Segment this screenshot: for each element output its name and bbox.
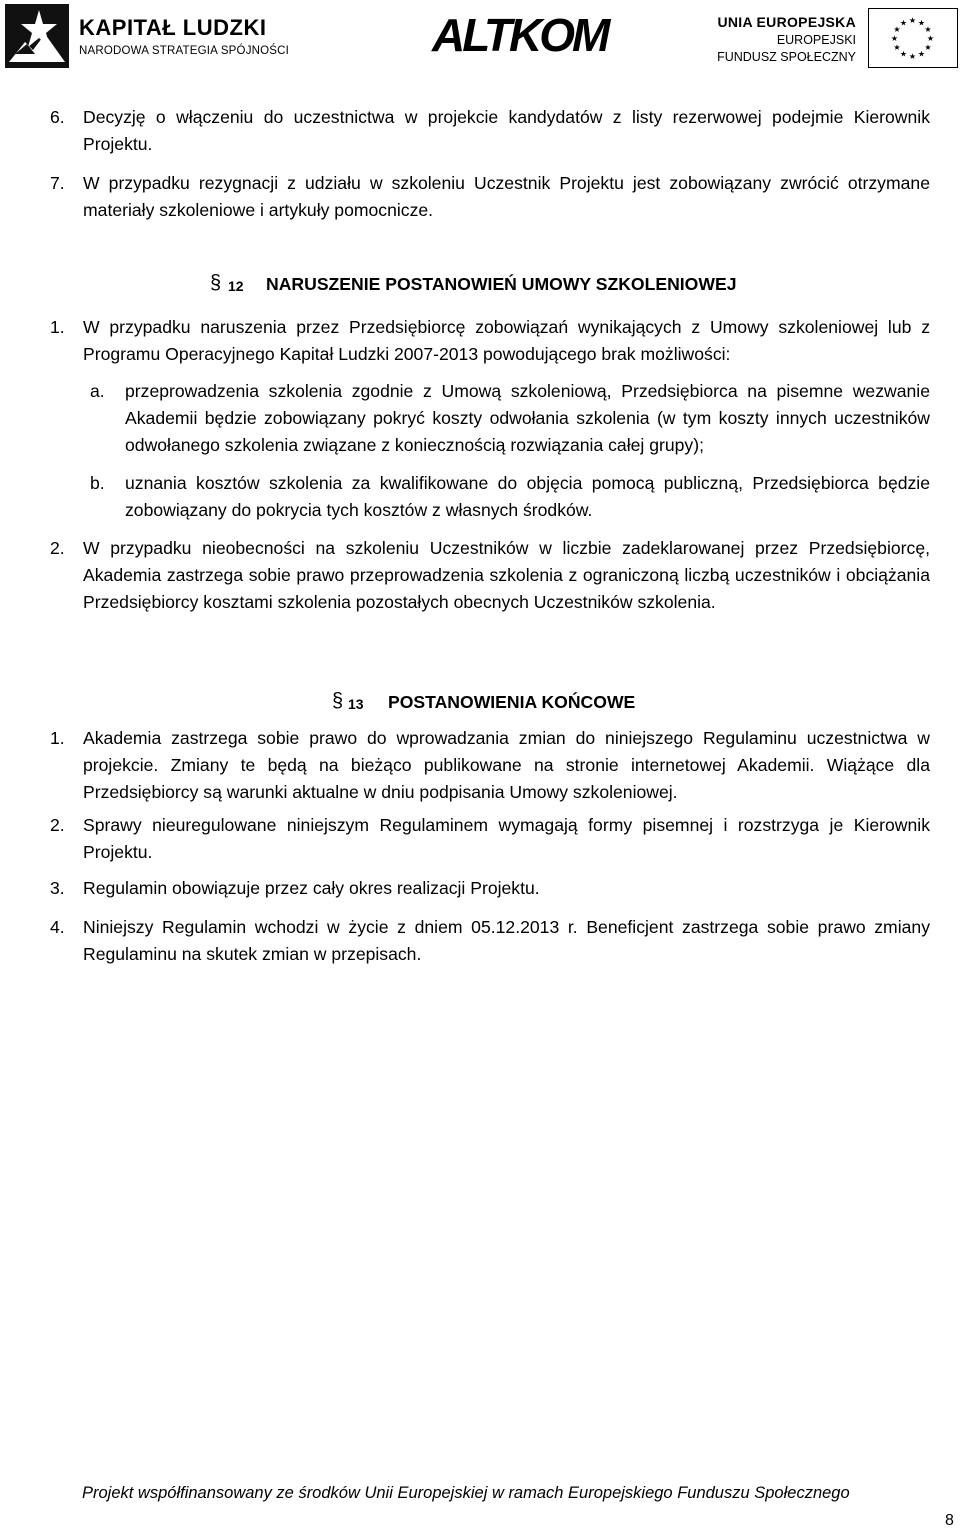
sub-list-item (90, 470, 930, 524)
section-title: NARUSZENIE POSTANOWIEŃ UMOWY SZKOLENIOWEJ (266, 274, 737, 294)
svg-text:★: ★ (924, 25, 932, 34)
item-number: 3. (50, 878, 65, 898)
list-item (50, 170, 930, 224)
ue-line-3: FUNDUSZ SPOŁECZNY (717, 50, 856, 64)
item-number: 1. (50, 728, 65, 748)
item-text: Niniejszy Regulamin wchodzi w życie z dniem 05.12.2013 r. Beneficjent zastrzega sobie prawo zmiany Regulaminu na skutek zmian w przepisach. (83, 917, 930, 964)
item-text: Sprawy nieuregulowane niniejszym Regulaminem wymagają formy pisemnej i rozstrzyga je Kierownik Projektu. (83, 815, 930, 862)
svg-text:★: ★ (926, 34, 935, 43)
item-number: 1. (50, 317, 65, 337)
logo-kapital-ludzki (5, 4, 290, 68)
svg-text:★: ★ (899, 49, 908, 59)
item-number: 2. (50, 815, 65, 835)
item-text: W przypadku naruszenia przez Przedsiębiorcę zobowiązań wynikających z Umowy szkoleniowej lub z Programu Operacyjnego Kapitał Ludzki 2007-2013 powodującego brak możliwości: (83, 317, 930, 364)
item-letter: b. (90, 473, 105, 493)
paragraph-sign: § (332, 690, 344, 712)
item-text: przeprowadzenia szkolenia zgodnie z Umową szkoleniową, Przedsiębiorca na pisemne wezwanie Akademii będzie zobowiązany pokryć koszty odwołania szkolenia (w tym koszty innych uczestników odwołanego szkolenia związane z koniecznością rozwiązania całej grupy); (125, 381, 930, 455)
svg-text:★: ★ (924, 43, 932, 52)
section-number: 12 (228, 278, 244, 294)
sub-list-item (90, 378, 930, 459)
list-item (50, 725, 930, 806)
paragraph-sign: § (210, 272, 222, 294)
footer-text: Projekt współfinansowany ze środków Unii Europejskiej w ramach Europejskiego Funduszu Społecznego (82, 1484, 850, 1502)
item-letter: a. (90, 381, 105, 401)
item-text: uznania kosztów szkolenia za kwalifikowane do objęcia pomocą publiczną, Przedsiębiorca będzie zobowiązany do pokrycia tych kosztów z własnych środków. (125, 473, 930, 520)
item-number: 6. (50, 107, 65, 127)
svg-text:★: ★ (893, 43, 901, 52)
section-number: 13 (348, 696, 364, 712)
eu-flag-icon (868, 8, 958, 68)
section-12-heading (210, 272, 810, 302)
item-number: 7. (50, 173, 65, 193)
ue-line-1: UNIA EUROPEJSKA (717, 14, 856, 30)
svg-text:★: ★ (917, 18, 926, 28)
svg-text:★: ★ (917, 49, 926, 59)
item-text: Decyzję o włączeniu do uczestnictwa w projekcie kandydatów z listy rezerwowej podejmie Kierownik Projektu. (83, 107, 930, 154)
section-title: POSTANOWIENIA KOŃCOWE (388, 692, 636, 712)
altkom-wordmark: ALTKOM (432, 9, 608, 61)
kapital-ludzki-subtitle: NARODOWA STRATEGIA SPÓJNOŚCI (79, 45, 290, 57)
item-text: Akademia zastrzega sobie prawo do wprowadzania zmian do niniejszego Regulaminu uczestnictwa w projekcie. Zmiany te będą na bieżąco publikowane na stronie internetowej Akademii. Wiążące dla Przedsiębiorcy są warunki aktualne w dniu podpisania Umowy szkoleniowej. (83, 728, 930, 802)
page-number: 8 (945, 1512, 954, 1529)
item-text: W przypadku rezygnacji z udziału w szkoleniu Uczestnik Projektu jest zobowiązany zwrócić otrzymane materiały szkoleniowe i artykuły pomocnicze. (83, 173, 930, 220)
logo-unia-europejska (717, 8, 958, 68)
svg-text:★: ★ (893, 25, 901, 34)
list-item (50, 104, 930, 158)
list-item (50, 812, 930, 866)
item-number: 4. (50, 917, 65, 937)
item-text: W przypadku nieobecności na szkoleniu Uczestników w liczbie zadeklarowanej przez Przedsiębiorcę, Akademia zastrzega sobie prawo przeprowadzenia szkolenia z ograniczoną liczbą uczestników i obciążania Przedsiębiorcy kosztami szkolenia pozostałych obecnych Uczestników szkolenia. (83, 538, 930, 612)
svg-text:★: ★ (890, 34, 899, 43)
svg-text:★: ★ (908, 16, 917, 25)
section-13-heading (332, 690, 732, 720)
item-number: 2. (50, 538, 65, 558)
kapital-ludzki-emblem-icon (5, 4, 69, 68)
ue-line-2: EUROPEJSKI (776, 33, 856, 47)
logo-altkom (428, 6, 608, 66)
kapital-ludzki-title: KAPITAŁ LUDZKI (79, 15, 267, 40)
list-item (50, 875, 930, 902)
list-item (50, 535, 930, 643)
list-item (50, 914, 930, 968)
list-item (50, 314, 930, 368)
svg-text:★: ★ (899, 18, 908, 28)
svg-text:★: ★ (908, 52, 917, 61)
item-text: Regulamin obowiązuje przez cały okres realizacji Projektu. (83, 878, 540, 898)
